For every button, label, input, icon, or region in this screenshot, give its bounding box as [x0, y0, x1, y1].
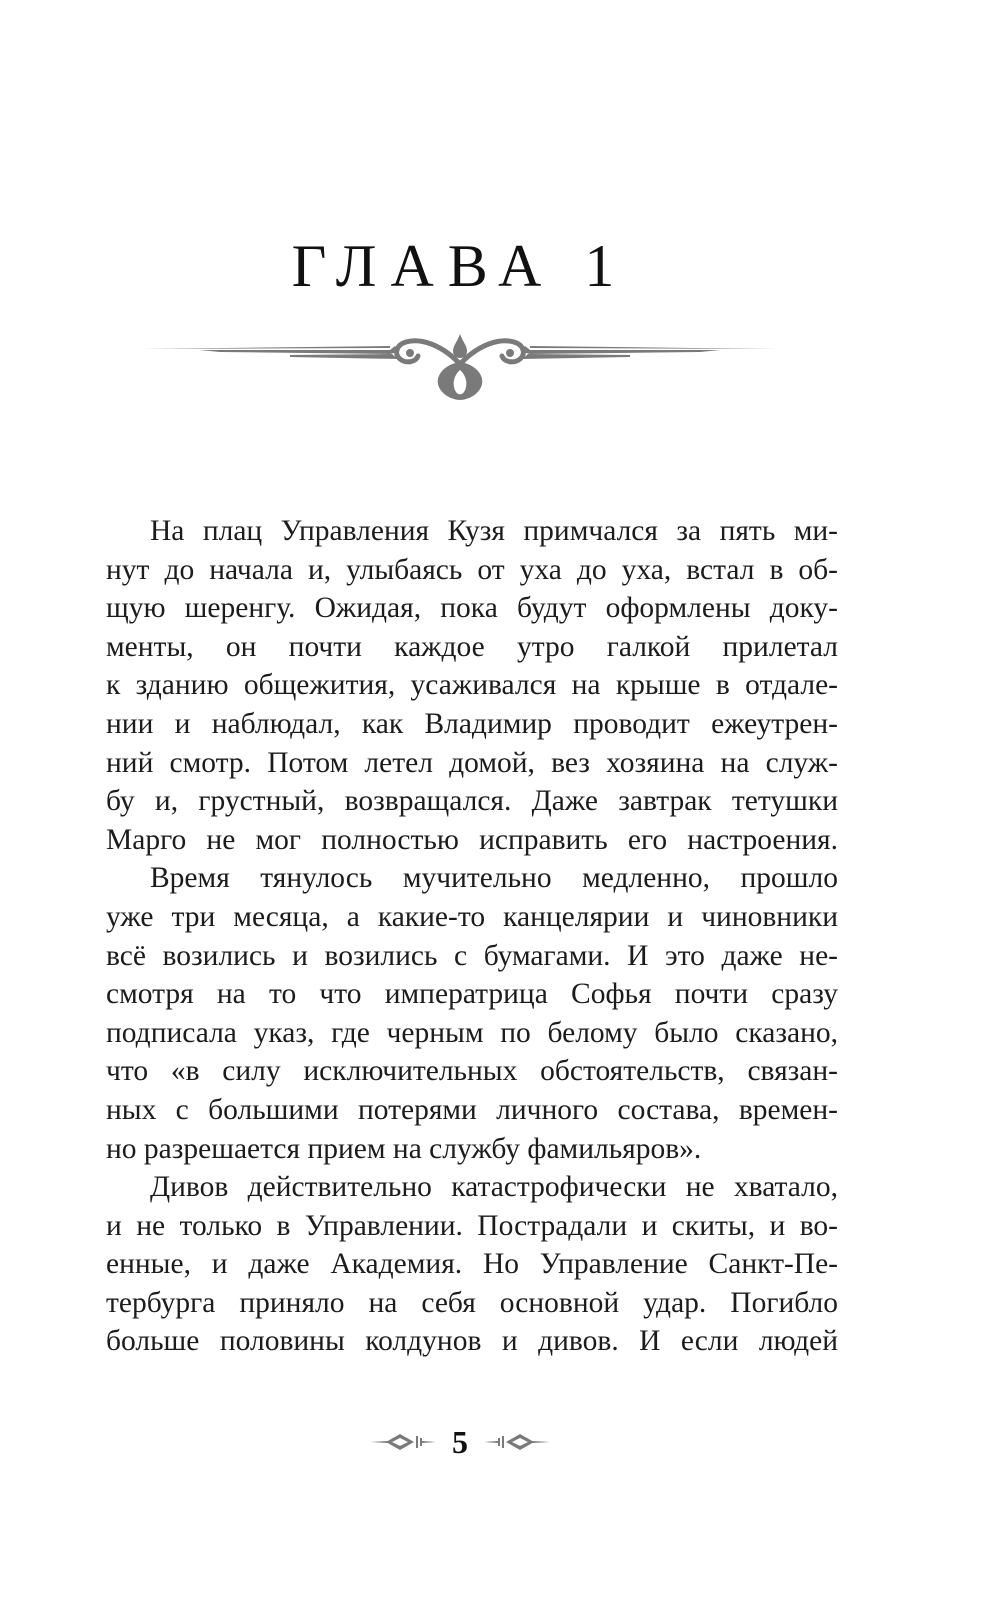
text-line: подписала указ, где черным по белому было сказано, — [106, 1016, 838, 1049]
folio-ornament-left-icon — [368, 1430, 438, 1454]
text-line: к зданию общежития, усаживался на крыше в отдале- — [106, 669, 838, 702]
text-line: Марго не мог полностью исправить его настроения. — [106, 823, 838, 856]
text-line: всё возились и возились с бумагами. И это даже не- — [106, 939, 838, 972]
text-line: больше половины колдунов и дивов. И если людей — [106, 1325, 838, 1358]
text-line: менты, он почти каждое утро галкой прилетал — [106, 630, 838, 663]
chapter-title: ГЛАВА 1 — [291, 233, 629, 299]
page-number: 5 — [452, 1424, 468, 1460]
text-line: ных с большими потерями личного состава, времен- — [106, 1093, 838, 1126]
paragraph — [106, 859, 838, 1168]
paragraph — [106, 1168, 838, 1361]
text-line: бу и, грустный, возвращался. Даже завтрак тетушки — [106, 785, 838, 818]
text-line: нут до начала и, улыбаясь от уха до уха, встал в об- — [106, 553, 838, 586]
chapter-body — [106, 512, 838, 1361]
text-line: Время тянулось мучительно медленно, прошло — [150, 862, 838, 895]
text-line: уже три месяца, а какие-то канцелярии и чиновники — [106, 900, 838, 933]
text-line: щую шеренгу. Ожидая, пока будут оформлены доку- — [106, 592, 838, 625]
text-line: тербурга приняло на себя основной удар. Погибло — [106, 1286, 838, 1319]
text-line: ний смотр. Потом летел домой, вез хозяина на служ- — [106, 746, 838, 779]
text-line: Дивов действительно катастрофически не хватало, — [150, 1171, 838, 1204]
text-line: нии и наблюдал, как Владимир проводит ежеутрен- — [106, 707, 838, 740]
text-line: енные, и даже Академия. Но Управление Санкт-Пе- — [106, 1248, 838, 1281]
text-line: что «в силу исключительных обстоятельств, связан- — [106, 1055, 838, 1088]
text-line: и не только в Управлении. Пострадали и скиты, и во- — [106, 1209, 838, 1242]
flourish-divider-icon — [140, 332, 780, 402]
text-line: но разрешается прием на службу фамильяров». — [106, 1132, 702, 1165]
page-footer — [0, 1420, 920, 1464]
folio-ornament-right-icon — [482, 1430, 552, 1454]
paragraph — [106, 512, 838, 859]
text-line: На плац Управления Кузя примчался за пять ми- — [150, 515, 838, 547]
text-line: смотря на то что императрица Софья почти сразу — [106, 978, 838, 1011]
